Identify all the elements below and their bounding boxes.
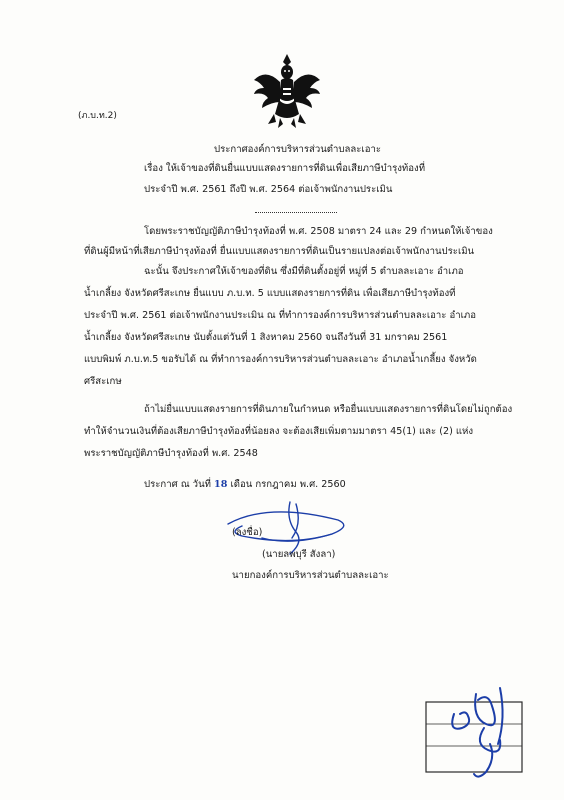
p2-line-5: แบบพิมพ์ ภ.บ.ท.5 ขอรับได้ ณ ที่ทำการองค์การบริหารส่วนตำบลละเอาะ อำเภอน้ำเกลี้ยง จังหวัด: [84, 354, 477, 365]
p1-line-1: โดยพระราชบัญญัติภาษีบำรุงท้องที่ พ.ศ. 2508 มาตรา 24 และ 29 กำหนดให้เจ้าของ: [144, 226, 493, 237]
header-org: ประกาศองค์การบริหารส่วนตำบลละเอาะ: [214, 144, 382, 155]
p2-line-4: น้ำเกลี้ยง จังหวัดศรีสะเกษ นับตั้งแต่วันที่ 1 สิงหาคม 2560 จนถึงวันที่ 31 มกราคม 2561: [84, 332, 448, 343]
announce-prefix: ประกาศ ณ วันที่: [144, 479, 211, 490]
garuda-emblem-icon: [252, 52, 322, 130]
announce-suffix: เดือน กรกฎาคม พ.ศ. 2560: [230, 479, 346, 490]
p2-line-1: ฉะนั้น จึงประกาศให้เจ้าของที่ดิน ซึ่งมีที่ดินตั้งอยู่ที่ หมู่ที่ 5 ตำบลละเอาะ อำเภอ: [144, 266, 464, 277]
p3-line-3: พระราชบัญญัติภาษีบำรุงท้องที่ พ.ศ. 2548: [84, 448, 258, 459]
header-period: ประจำปี พ.ศ. 2561 ถึงปี พ.ศ. 2564 ต่อเจ้าพนักงานประเมิน: [144, 184, 393, 195]
signer-name: (นายลพบุรี สังลา): [262, 549, 336, 560]
p2-line-3: ประจำปี พ.ศ. 2561 ต่อเจ้าพนักงานประเมิน ณ ที่ทำการองค์การบริหารส่วนตำบลละเอาะ อำเภอ: [84, 310, 476, 321]
header-subject: เรื่อง ให้เจ้าของที่ดินยื่นแบบแสดงรายการที่ดินเพื่อเสียภาษีบำรุงท้องที่: [144, 163, 426, 174]
divider-dots: [255, 208, 337, 213]
announce-day: 18: [214, 479, 228, 490]
announce-date: [144, 474, 346, 496]
p2-line-6: ศรีสะเกษ: [84, 376, 122, 387]
p3-line-2: ทำให้จำนวนเงินที่ต้องเสียภาษีบำรุงท้องที่น้อยลง จะต้องเสียเพิ่มตามมาตรา 45(1) และ (2) แห่ง: [84, 426, 474, 437]
p3-line-1: ถ้าไม่ยื่นแบบแสดงรายการที่ดินภายในกำหนด หรือยื่นแบบแสดงรายการที่ดินโดยไม่ถูกต้อง: [144, 404, 513, 415]
p2-line-2: น้ำเกลี้ยง จังหวัดศรีสะเกษ ยื่นแบบ ภ.บ.ท. 5 แบบแสดงรายการที่ดิน เพื่อเสียภาษีบำรุงท้องที่: [84, 288, 456, 299]
form-code: (ภ.บ.ท.2): [78, 111, 117, 121]
approval-stamp: [424, 684, 534, 780]
signer-position: นายกองค์การบริหารส่วนตำบลละเอาะ: [232, 570, 389, 581]
p1-line-2: ที่ดินผู้มีหน้าที่เสียภาษีบำรุงท้องที่ ยื่นแบบแสดงรายการที่ดินเป็นรายแปลงต่อเจ้าพนักงานประเมิน: [84, 246, 475, 257]
sign-label: (ลงชื่อ): [232, 527, 263, 538]
